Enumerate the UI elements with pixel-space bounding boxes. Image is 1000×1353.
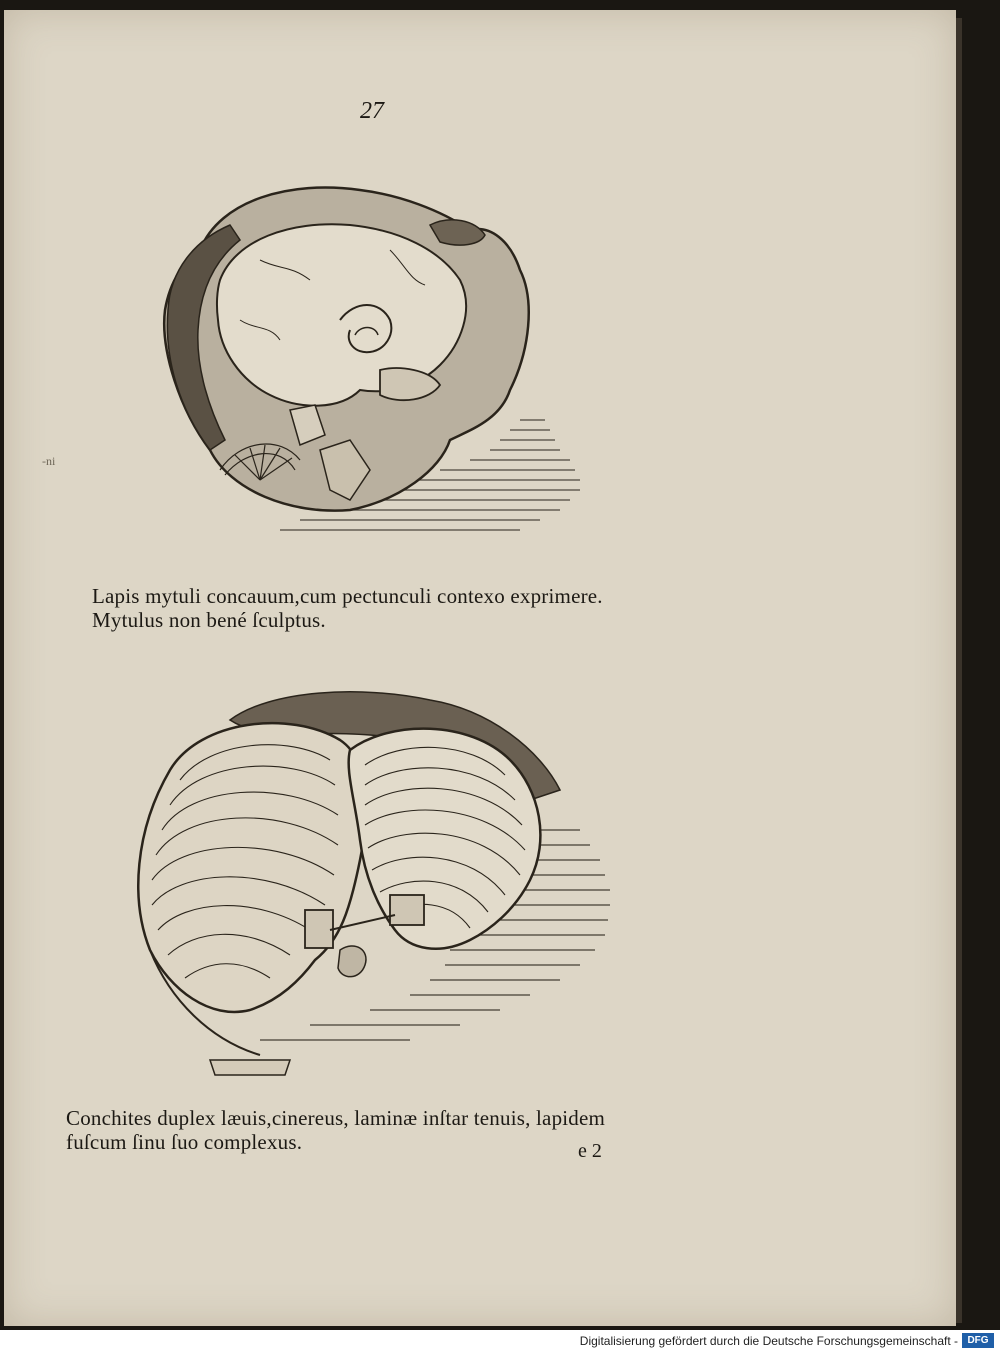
page-number: 27 <box>360 98 384 124</box>
caption-top <box>92 584 712 632</box>
caption-top-line-2: Mytulus non bené ſculptus. <box>92 608 326 632</box>
caption-bottom-line-2: fuſcum ſinu ſuo complexus. <box>66 1130 303 1154</box>
caption-bottom <box>66 1106 706 1154</box>
caption-bottom-line-1: Conchites duplex læuis,cinereus, laminæ inſtar tenuis, lapidem <box>66 1106 606 1130</box>
dfg-logo: DFG <box>962 1333 994 1348</box>
footer-credit: Digitalisierung gefördert durch die Deutsche Forschungsgemeinschaft - <box>579 1334 958 1348</box>
margin-note: -ni <box>42 454 56 468</box>
digitization-footer <box>0 1330 1000 1353</box>
caption-top-line-1: Lapis mytuli concauum,cum pectunculi contexo exprimere. <box>92 584 603 608</box>
signature-mark: e 2 <box>578 1140 602 1162</box>
double-conch-fossil-woodcut <box>110 680 630 1090</box>
page-edge <box>956 18 962 1323</box>
fossil-mussel-stone-woodcut <box>140 170 600 560</box>
